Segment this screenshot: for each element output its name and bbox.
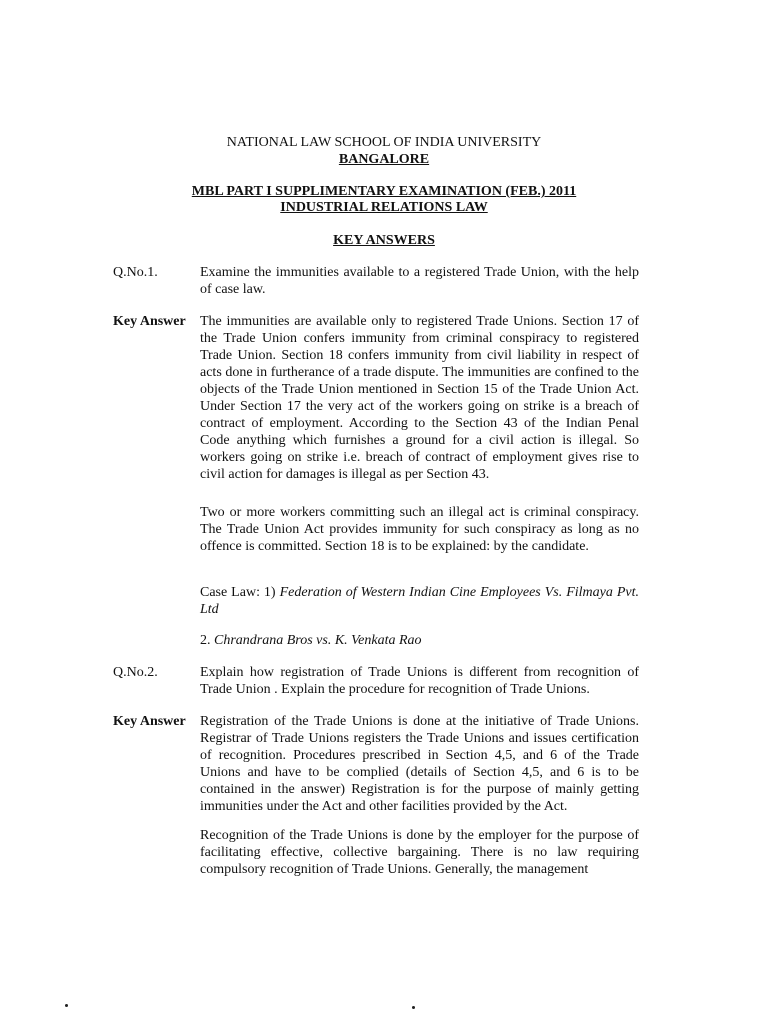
question-1-label: Q.No.1. <box>113 265 158 280</box>
key-answer-2-paragraph-2: Recognition of the Trade Unions is done by the employer for the purpose of facilitating effective, collective bargaining. There is no law requiring compulsory recognition of Trade Unions. Generally, the management <box>200 828 639 877</box>
key-answer-1-paragraph-2: Two or more workers committing such an illegal act is criminal conspiracy. The Trade Union Act provides immunity for such conspiracy as long as no offence is committed. Section 18 is to be explained: by the candidate. <box>200 505 639 554</box>
key-answer-1-case-law-2 <box>200 632 639 649</box>
case-law-2: Chrandrana Bros vs. K. Venkata Rao <box>214 633 422 648</box>
case-law-2-number: 2. <box>200 633 214 648</box>
key-answer-2-paragraph-1: Registration of the Trade Unions is done at the initiative of Trade Unions. Registrar of Trade Unions registers the Trade Unions and issues certification of recognition. Procedures prescribed in Section 4,5, and 6 of the Trade Unions and have to be complied (details of Section 4,5, and 6 is to be contained in the answer) Registration is for the purpose of mainly getting immunities under the Act and other facilities provided by the Act. <box>200 714 639 814</box>
exam-title: MBL PART I SUPPLIMENTARY EXAMINATION (FEB.) 2011 <box>191 184 577 199</box>
question-2-text: Explain how registration of Trade Unions is different from recognition of Trade Union . Explain the procedure for recognition of Trade Unions. <box>200 665 639 697</box>
key-answer-2-label: Key Answer <box>113 714 186 729</box>
subject-title: INDUSTRIAL RELATIONS LAW <box>280 200 488 215</box>
key-answer-1-case-law <box>200 584 639 618</box>
document-type-title: KEY ANSWERS <box>333 233 435 248</box>
scan-speck <box>65 1004 68 1007</box>
institution-city: BANGALORE <box>338 152 430 167</box>
case-law-prefix: Case Law: 1) <box>200 585 280 600</box>
scan-speck <box>412 1006 415 1009</box>
key-answer-1-label: Key Answer <box>113 314 186 329</box>
key-answer-1-paragraph-1: The immunities are available only to registered Trade Unions. Section 17 of the Trade Union confers immunity from criminal conspiracy to registered Trade Union. Section 18 confers immunity from civil liability in respect of acts done in furtherance of a trade dispute. The immunities are confined to the objects of the Trade Union mentioned in Section 15 of the Trade Union Act. Under Section 17 the very act of the workers going on strike is a breach of contract of employment. According to the Section 43 of the Indian Penal Code anything which furnishes a ground for a civil action is illegal. So workers going on strike i.e. breach of contract of employment gives rise to civil action for damages is illegal as per Section 43. <box>200 314 639 482</box>
question-1-text: Examine the immunities available to a registered Trade Union, with the help of case law. <box>200 265 639 297</box>
case-law-1: Federation of Western Indian Cine Employees Vs. Filmaya Pvt. Ltd <box>200 585 639 617</box>
question-2-label: Q.No.2. <box>113 665 158 680</box>
institution-name: NATIONAL LAW SCHOOL OF INDIA UNIVERSITY <box>226 135 542 150</box>
